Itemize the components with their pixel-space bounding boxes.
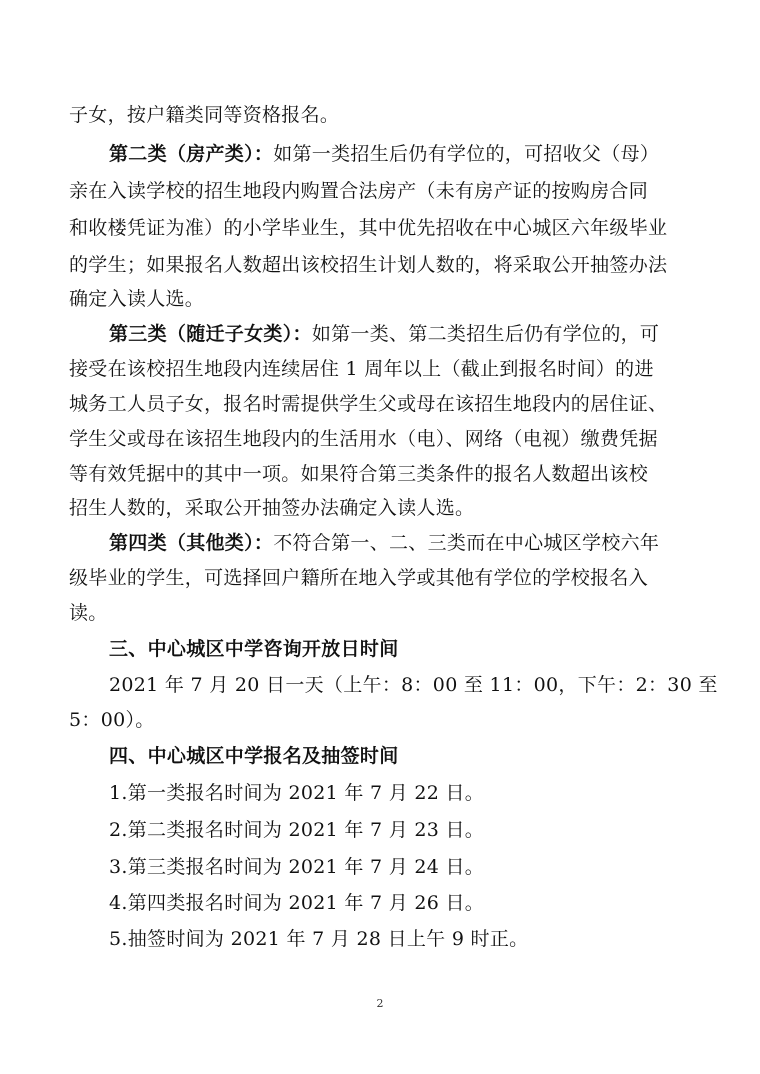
text-line: 和收楼凭证为准）的小学毕业生，其中优先招收在中心城区六年级毕业 (69, 217, 668, 239)
text-span: 如第一类招生后仍有学位的，可招收父（母） (273, 143, 660, 165)
text-span: 如第一类、第二类招生后仍有学位的，可 (311, 323, 660, 345)
paragraph-line (109, 322, 659, 346)
text-span: 不符合第一、二、三类而在中心城区学校六年 (273, 532, 660, 554)
paragraph-line (109, 531, 659, 555)
text-line: 招生人数的，采取公开抽签办法确定入读人选。 (69, 497, 475, 519)
section-heading: 三、中心城区中学咨询开放日时间 (109, 638, 399, 660)
text-line: 2021 年 7 月 20 日一天（上午：8：00 至 11：00，下午：2：30 至 (109, 674, 718, 696)
text-line: 接受在该校招生地段内连续居住 1 周年以上（截止到报名时间）的进 (69, 358, 654, 380)
paragraph-line (109, 142, 659, 166)
text-line: 5：00）。 (69, 709, 155, 731)
category-label: 第三类（随迁子女类）： (109, 323, 312, 345)
list-item: 3.第三类报名时间为 2021 年 7 月 24 日。 (109, 856, 485, 878)
text-line: 学生父或母在该招生地段内的生活用水（电）、网络（电视）缴费凭据 (69, 428, 658, 450)
text-line: 等有效凭据中的其中一项。如果符合第三类条件的报名人数超出该校 (69, 463, 649, 485)
text-line: 的学生；如果报名人数超出该校招生计划人数的，将采取公开抽签办法 (69, 254, 668, 276)
text-line: 级毕业的学生，可选择回户籍所在地入学或其他有学位的学校报名入 (69, 567, 649, 589)
text-line: 确定入读人选。 (69, 288, 205, 310)
category-label: 第四类（其他类）： (109, 532, 274, 554)
page-number: 2 (376, 997, 384, 1010)
list-item: 1.第一类报名时间为 2021 年 7 月 22 日。 (109, 782, 485, 804)
section-heading: 四、中心城区中学报名及抽签时间 (109, 745, 399, 767)
list-item: 4.第四类报名时间为 2021 年 7 月 26 日。 (109, 892, 485, 914)
text-line: 子女，按户籍类同等资格报名。 (69, 104, 340, 126)
text-line: 读。 (69, 602, 108, 624)
category-label: 第二类（房产类）： (109, 143, 274, 165)
list-item: 2.第二类报名时间为 2021 年 7 月 23 日。 (109, 819, 485, 841)
text-line: 亲在入读学校的招生地段内购置合法房产（未有房产证的按购房合同 (69, 180, 649, 202)
text-line: 城务工人员子女，报名时需提供学生父或母在该招生地段内的居住证、 (69, 393, 668, 415)
list-item: 5.抽签时间为 2021 年 7 月 28 日上午 9 时正。 (109, 928, 529, 950)
